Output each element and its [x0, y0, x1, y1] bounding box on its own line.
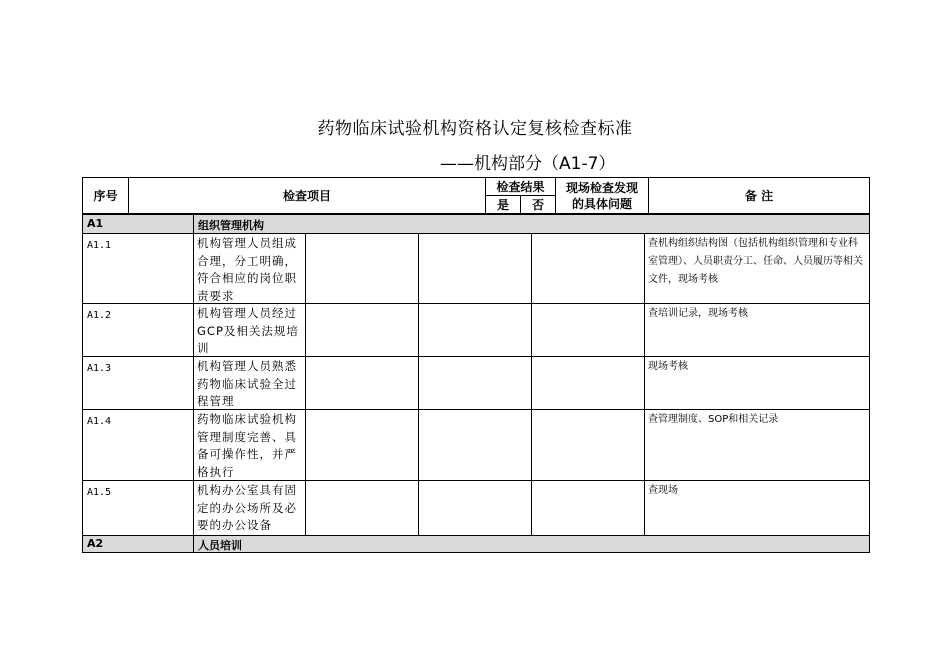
table-row [82, 233, 870, 304]
row-code: A1.3 [82, 356, 194, 410]
header-remarks: 备 注 [648, 177, 870, 214]
row-remark: 查现场 [644, 480, 870, 536]
row-result-no[interactable] [418, 233, 532, 304]
row-code: A1.5 [82, 480, 194, 536]
row-issues[interactable] [531, 303, 645, 357]
header-issues-line2: 的具体问题 [571, 196, 632, 211]
row-issues[interactable] [531, 409, 645, 481]
row-result-yes[interactable] [305, 356, 419, 410]
row-result-no[interactable] [418, 356, 532, 410]
row-issues[interactable] [531, 480, 645, 536]
row-remark: 查培训记录，现场考核 [644, 303, 870, 357]
document-subtitle: ——机构部分（A1-7） [440, 154, 616, 174]
row-result-yes[interactable] [305, 480, 419, 536]
row-code: A1.2 [82, 303, 194, 357]
row-result-no[interactable] [418, 409, 532, 481]
row-issues[interactable] [531, 233, 645, 304]
table-row [82, 409, 870, 481]
header-yes: 是 [485, 195, 521, 214]
table-row [82, 356, 870, 410]
table-row [82, 480, 870, 536]
header-issues-line1: 现场检查发现 [565, 180, 638, 195]
section-code: A1 [82, 214, 194, 234]
row-item: 机构管理人员组成合理，分工明确，符合相应的岗位职责要求 [193, 233, 306, 304]
row-item: 药物临床试验机构管理制度完善、具备可操作性，并严格执行 [193, 409, 306, 481]
header-no-result: 否 [520, 195, 556, 214]
header-item: 检查项目 [128, 177, 486, 214]
row-result-no[interactable] [418, 303, 532, 357]
row-item: 机构管理人员熟悉药物临床试验全过程管理 [193, 356, 306, 410]
table-row [82, 303, 870, 357]
header-no: 序号 [82, 177, 129, 214]
section-row-a2 [82, 535, 870, 553]
header-result: 检查结果 [485, 177, 556, 196]
table-header [82, 177, 870, 214]
row-result-yes[interactable] [305, 233, 419, 304]
section-code: A2 [82, 535, 194, 553]
row-remark: 查机构组织结构图（包括机构组织管理和专业科室管理）、人员职责分工、任命、人员履历等相关文件，现场考核 [644, 233, 870, 304]
row-item: 机构办公室具有固定的办公场所及必要的办公设备 [193, 480, 306, 536]
row-item: 机构管理人员经过GCP及相关法规培训 [193, 303, 306, 357]
row-code: A1.4 [82, 409, 194, 481]
row-result-no[interactable] [418, 480, 532, 536]
row-code: A1.1 [82, 233, 194, 304]
row-remark: 查管理制度、SOP和相关记录 [644, 409, 870, 481]
section-name: 组织管理机构 [193, 214, 870, 234]
section-row-a1 [82, 214, 870, 234]
row-issues[interactable] [531, 356, 645, 410]
section-name: 人员培训 [193, 535, 870, 553]
row-result-yes[interactable] [305, 409, 419, 481]
document-title: 药物临床试验机构资格认定复核检查标准 [317, 119, 633, 139]
row-result-yes[interactable] [305, 303, 419, 357]
row-remark: 现场考核 [644, 356, 870, 410]
header-issues [555, 177, 649, 214]
